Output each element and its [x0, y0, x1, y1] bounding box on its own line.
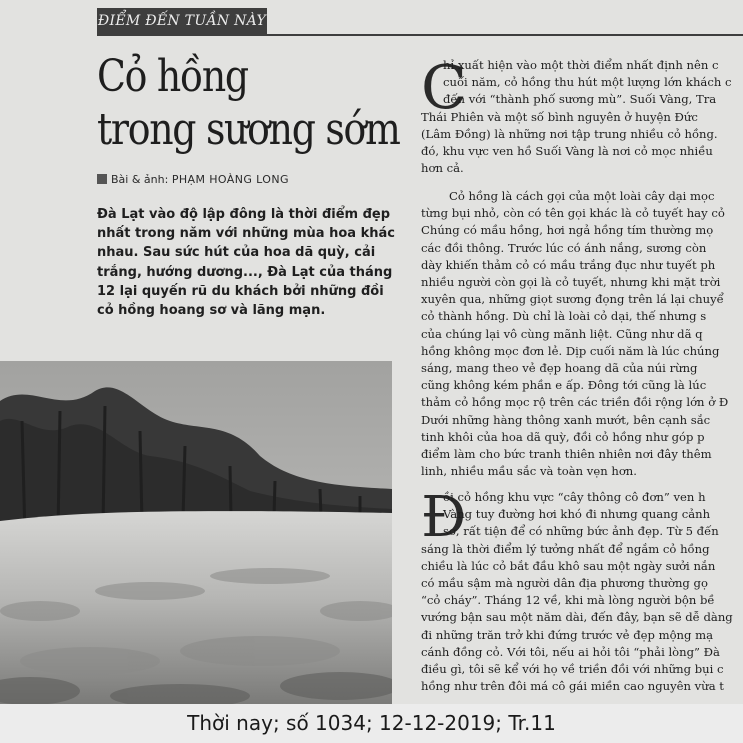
byline-author: PHẠM HOÀNG LONG [171, 173, 289, 186]
body-line: hồng như trên đôi má cô gái miền cao nguyên vừa t [421, 679, 724, 694]
body-line: điểm làm cho bức tranh thiên nhiên nơi đây thêm [421, 447, 712, 462]
body-line: vướng bận sau một năm dài, đến đây, bạn sẽ dễ dàng [421, 610, 733, 625]
article-photo [0, 361, 392, 705]
body-paragraph-1 [421, 53, 743, 177]
lead-line: nhất trong năm với những mùa hoa khác [97, 226, 395, 242]
lead-line: 12 lại quyến rũ du khách bởi những đồi [97, 283, 384, 299]
body-line: hơn cả. [421, 161, 464, 176]
title-line: trong sương sớm [97, 104, 400, 155]
body-paragraph-2 [421, 188, 743, 480]
body-line: sáng là thời điểm lý tưởng nhất để ngắm cỏ hồng [421, 541, 710, 556]
body-line: hỉ xuất hiện vào một thời điểm nhất định nên c [443, 58, 719, 72]
body-line: dày khiến thảm cỏ có mầu trắng đục như tuyết ph [421, 257, 716, 272]
body-line: sáng, mang theo vẻ đẹp hoang dã của núi rừng [421, 361, 698, 376]
body-line: có mầu sậm mà người dân địa phương thường gọ [421, 576, 708, 591]
lead-paragraph [97, 205, 397, 320]
body-line: của chúng lại vô cùng mãnh liệt. Cũng như dã q [421, 326, 703, 341]
body-line: điều gì, tôi sẽ kể với họ về triền đồi với những bụi c [421, 662, 724, 677]
body-line: chiều là lúc cỏ bắt đầu khô sau một ngày sưởi nắn [421, 558, 716, 573]
body-line: từng bụi nhỏ, còn có tên gọi khác là cỏ tuyết hay cỏ [421, 206, 725, 221]
body-line: hồng không mọc đơn lẻ. Dịp cuối năm là lúc chúng [421, 343, 720, 358]
body-line: Vàng tuy đường hơi khó đi nhưng quang cảnh [443, 507, 711, 522]
body-line: linh, nhiều mầu sắc và toàn vẹn hơn. [421, 464, 637, 479]
byline [97, 173, 397, 186]
lead-line: cỏ hồng hoang sơ và lãng mạn. [97, 303, 326, 319]
body-paragraph-3 [421, 485, 743, 695]
body-line: Cỏ hồng là cách gọi của một loài cây dại mọc [449, 189, 715, 203]
byline-prefix: Bài & ảnh: [111, 173, 169, 186]
body-line: “cỏ cháy”. Tháng 12 về, khi mà lòng người bộn bề [421, 593, 715, 608]
body-line: xuyên qua, những giọt sương đọng trên lá lại chuyể [421, 292, 724, 307]
drop-cap: C [421, 53, 467, 123]
body-line: ồi cỏ hồng khu vực “cây thông cô đơn” ven h [443, 490, 706, 504]
body-line: thảm cỏ hồng mọc rộ trên các triền đồi rộng lớn ở Đ [421, 395, 729, 410]
byline-square-icon [97, 174, 107, 184]
body-line: Thái Phiên và một số bình nguyên ở huyện Đức [421, 109, 698, 124]
body-line: cỏ thành hồng. Dù chỉ là loài cỏ dại, thế nhưng s [421, 309, 707, 324]
body-line: tinh khôi của hoa dã quỳ, đồi cỏ hồng như góp p [421, 429, 705, 444]
body-line: đến với “thành phố sương mù”. Suối Vàng, Tra [443, 92, 717, 107]
body-line: (Lâm Đồng) là những nơi tập trung nhiều cỏ hồng. [421, 126, 718, 141]
lead-line: Đà Lạt vào độ lập đông là thời điểm đẹp [97, 207, 391, 222]
body-line: sơ, rất tiện để có những bức ảnh đẹp. Từ 5 đến [443, 524, 719, 539]
body-line: nhiều người còn gọi là cỏ tuyết, nhưng khi mặt trời [421, 275, 721, 290]
body-line: cũng không kém phần e ấp. Đông tới cũng là lúc [421, 378, 707, 393]
body-line: Chúng có mầu hồng, hơi ngả hồng tím thường mọ [421, 223, 714, 238]
lead-line: nhau. Sau sức hút của hoa dã quỳ, cải [97, 245, 376, 261]
body-line: đi những trăn trở khi đứng trước vẻ đẹp mộng mạ [421, 627, 714, 642]
title-line: Cỏ hồng [97, 51, 248, 102]
body-line: cuối năm, cỏ hồng thu hút một lượng lớn khách c [443, 75, 732, 90]
body-line: đó, khu vực ven hồ Suối Vàng là nơi cỏ mọc nhiều [421, 144, 713, 159]
body-line: Dưới những hàng thông xanh mướt, bên cạnh sắc [421, 412, 711, 427]
body-line: các đồi thông. Trước lúc có ánh nắng, sương còn [421, 240, 707, 255]
source-caption: Thời nay; số 1034; 12-12-2019; Tr.11 [0, 704, 743, 743]
section-tag: ĐIỂM ĐẾN TUẦN NÀY [97, 8, 267, 34]
drop-cap: Đ [421, 485, 467, 550]
body-line: cánh đồng cỏ. Với tôi, nếu ai hỏi tôi “phải lòng” Đà [421, 644, 720, 659]
lead-line: trắng, hướng dương..., Đà Lạt của tháng [97, 264, 393, 280]
article-title [97, 50, 400, 156]
section-rule [97, 34, 743, 36]
